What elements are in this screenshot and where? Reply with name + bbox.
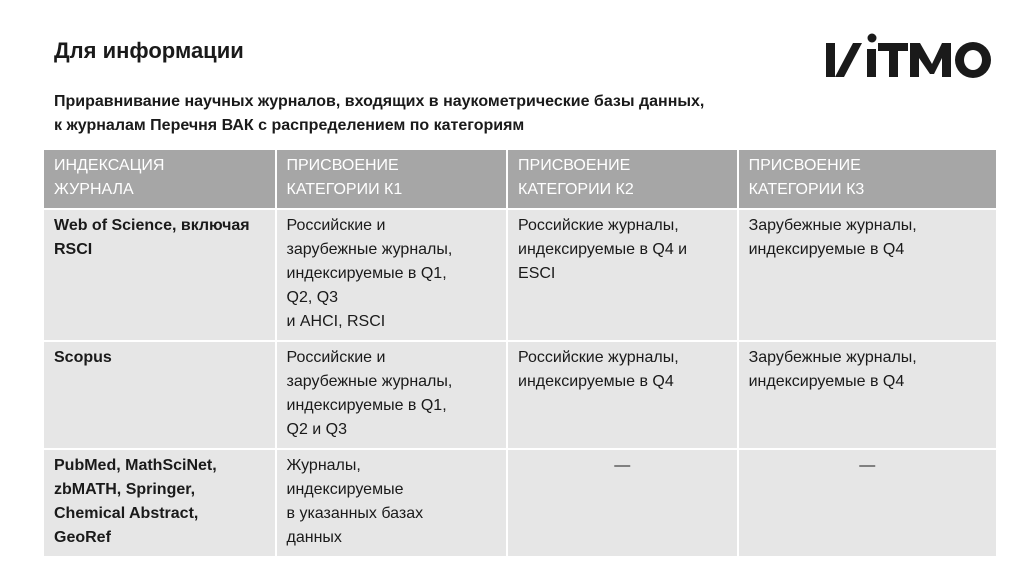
category-cell <box>276 449 508 557</box>
journal-category-table <box>42 148 998 558</box>
cell-line: в указанных базах <box>286 505 424 522</box>
subtitle-line: к журналам Перечня ВАК с распределением по категориям <box>54 117 525 134</box>
cell-line: zbMATH, Springer, <box>54 481 196 498</box>
database-cell <box>43 341 276 449</box>
header-k3 <box>738 149 997 209</box>
cell-line: Журналы, <box>286 457 361 474</box>
cell-line: Зарубежные журналы, <box>748 217 917 234</box>
category-cell <box>276 341 508 449</box>
cell-line: зарубежные журналы, <box>286 241 453 258</box>
header-k2 <box>507 149 738 209</box>
cell-line: — <box>859 457 876 474</box>
header-line: КАТЕГОРИИ К1 <box>286 181 403 198</box>
category-cell <box>507 341 738 449</box>
category-cell <box>738 209 997 341</box>
cell-line: Scopus <box>54 349 112 366</box>
itmo-logo <box>824 30 994 91</box>
cell-line: GeoRef <box>54 529 111 546</box>
header-line: ПРИСВОЕНИЕ <box>748 157 861 174</box>
header-k1 <box>276 149 508 209</box>
cell-line: индексируемые в Q4 <box>518 373 674 390</box>
cell-line: PubMed, MathSciNet, <box>54 457 217 474</box>
category-cell <box>507 209 738 341</box>
category-cell <box>507 449 738 557</box>
table-row <box>43 209 997 341</box>
table-row <box>43 449 997 557</box>
header-line: ИНДЕКСАЦИЯ <box>54 157 165 174</box>
subtitle <box>54 90 704 138</box>
database-cell <box>43 209 276 341</box>
cell-line: — <box>614 457 631 474</box>
cell-line: Российские журналы, <box>518 217 679 234</box>
cell-line: индексируемые в Q4 <box>748 241 905 258</box>
table-header-row <box>43 149 997 209</box>
header-line: ЖУРНАЛА <box>54 181 134 198</box>
cell-line: RSCI <box>54 241 93 258</box>
cell-line: данных <box>286 529 342 546</box>
header-line: ПРИСВОЕНИЕ <box>286 157 399 174</box>
category-cell <box>276 209 508 341</box>
cell-line: Q2 и Q3 <box>286 421 348 438</box>
cell-line: индексируемые в Q1, <box>286 265 447 282</box>
cell-line: Зарубежные журналы, <box>748 349 917 366</box>
cell-line: зарубежные журналы, <box>286 373 453 390</box>
table-row <box>43 341 997 449</box>
cell-line: Chemical Abstract, <box>54 505 199 522</box>
header-line: КАТЕГОРИИ К2 <box>518 181 634 198</box>
cell-line: индексируемые в Q4 и <box>518 241 688 258</box>
category-cell <box>738 341 997 449</box>
header-indexing <box>43 149 276 209</box>
cell-line: индексируемые в Q1, <box>286 397 447 414</box>
cell-line: индексируемые <box>286 481 404 498</box>
cell-line: Российские и <box>286 349 386 366</box>
cell-line: ESCI <box>518 265 556 282</box>
header-line: КАТЕГОРИИ К3 <box>748 181 865 198</box>
cell-line: Web of Science, включая <box>54 217 250 234</box>
subtitle-line: Приравнивание научных журналов, входящих в наукометрические базы данных, <box>54 93 705 110</box>
page-title: Для информации <box>54 38 244 63</box>
database-cell <box>43 449 276 557</box>
cell-line: Q2, Q3 <box>286 289 339 306</box>
header-line: ПРИСВОЕНИЕ <box>518 157 631 174</box>
category-cell <box>738 449 997 557</box>
cell-line: Российские журналы, <box>518 349 679 366</box>
cell-line: Российские и <box>286 217 386 234</box>
cell-line: и AHCI, RSCI <box>286 313 386 330</box>
cell-line: индексируемые в Q4 <box>748 373 905 390</box>
